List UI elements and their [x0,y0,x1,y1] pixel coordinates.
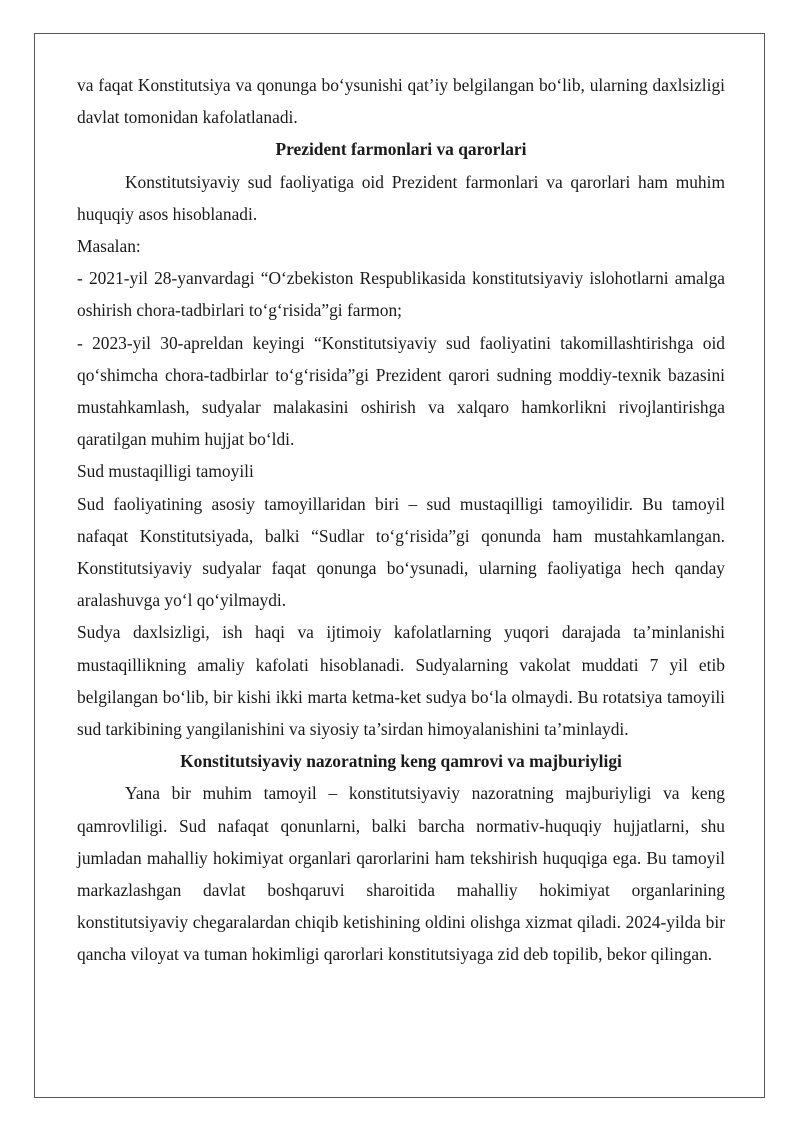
paragraph-judge-immunity: Sudya daxlsizligi, ish haqi va ijtimoiy kafolatlarning yuqori darajada ta’minlanishi mustaqillikning amaliy kafolati hisoblanadi. Sudyalarning vakolat muddati 7 yil etib belgilangan bo‘lib, bir kishi ikki marta ketma-ket sudya bo‘la olmaydi. Bu rotatsiya tamoyili sud tarkibining yangilanishini va siyosiy ta’sirdan himoyalanishini ta’minlaydi. [77,622,725,740]
paragraph-example-label: Masalan: [77,236,141,257]
paragraph-control-scope: Yana bir muhim tamoyil – konstitutsiyaviy nazoratning majburiyligi va keng qamrovliligi. Sud nafaqat qonunlarni, balki barcha normativ-huquqiy hujjatlarni, shu jumladan mahalliy hokimiyat organlari qarorlarini ham tekshirish huquqiga ega. Bu tamoyil markazlashgan davlat boshqaruvi sharoitida mahalliy hokimiyat organlarining konstitutsiyaviy chegaralardan chiqib ketishining oldini olishga xizmat qiladi. 2024-yilda bir qancha viloyat va tuman hokimligi qarorlari konstitutsiyaga zid deb topilib, bekor qilingan. [77,783,725,965]
document-body [77,69,725,971]
paragraph-decrees-intro: Konstitutsiyaviy sud faoliyatiga oid Prezident farmonlari va qarorlari ham muhim huquqiy asos hisoblanadi. [77,171,725,224]
section-heading-constitutional-control: Konstitutsiyaviy nazoratning keng qamrovi va majburiyligi [180,751,622,772]
section-heading-president-decrees: Prezident farmonlari va qarorlari [275,139,527,160]
list-item-resolution-2023: - 2023-yil 30-apreldan keyingi “Konstitutsiyaviy sud faoliyatini takomillashtirishga oid qo‘shimcha chora-tadbirlar to‘g‘risida”gi Prezident qarori sudning moddiy-texnik bazasini mustahkamlash, sudyalar malakasini oshirish va xalqaro hamkorlikni rivojlantirishga qaratilgan muhim hujjat bo‘ldi. [77,332,725,450]
subheading-judicial-independence: Sud mustaqilligi tamoyili [77,461,254,482]
paragraph-continuation: va faqat Konstitutsiya va qonunga bo‘ysunishi qat’iy belgilangan bo‘lib, ularning daxlsizligi davlat tomonidan kafolatlanadi. [77,75,725,128]
list-item-decree-2021: - 2021-yil 28-yanvardagi “O‘zbekiston Respublikasida konstitutsiyaviy islohotlarni amalga oshirish chora-tadbirlari to‘g‘risida”gi farmon; [77,268,725,321]
paragraph-independence-principle: Sud faoliyatining asosiy tamoyillaridan biri – sud mustaqilligi tamoyilidir. Bu tamoyil nafaqat Konstitutsiyada, balki “Sudlar to‘g‘risida”gi qonunda ham mustahkamlangan. Konstitutsiyaviy sudyalar faqat qonunga bo‘ysunadi, ularning faoliyatiga hech qanday aralashuvga yo‘l qo‘yilmaydi. [77,493,725,611]
